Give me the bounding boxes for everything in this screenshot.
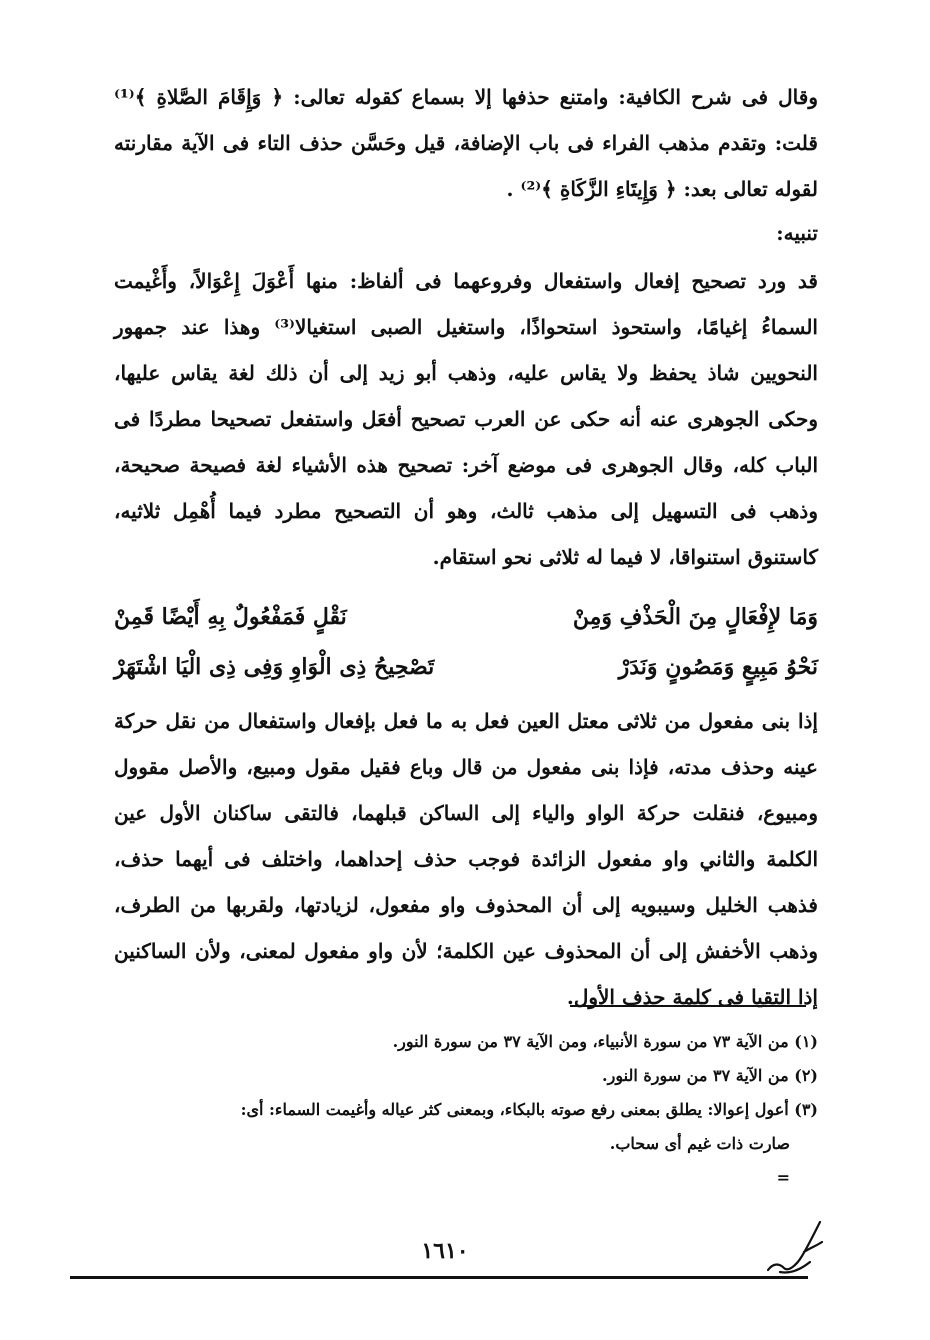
section-heading-tanbih: تنبيه: xyxy=(776,221,818,245)
footnote-2: (٢) من الآية ٣٧ من سورة النور. xyxy=(602,1066,818,1085)
verse-line-1-second-hemistich: نَقْلٍ فَمَفْعُولٌ بِهِ أَيْضًا قَمِنْ xyxy=(114,604,347,630)
footnote-3-continuation: صارت ذات غيم أى سحاب. xyxy=(609,1134,790,1153)
verse-line-2 xyxy=(114,642,818,692)
footnote-3: (٣) أعول إعوالا: يطلق بمعنى رفع صوته بالبكاء، وبمعنى كثر عياله وأغيمت السماء: أى: xyxy=(240,1100,818,1119)
paragraph-kafiya: وقال فى شرح الكافية: وامتنع حذفها إلا بسماع كقوله تعالى: ﴿ وَإِقَامَ الصَّلاةِ ﴾⁽¹⁾ قلت: وتقدم مذهب الفراء فى باب الإضافة، قيل وحَسَّن حذف التاء فى الآية مقارنته لقوله تعالى بعد: ﴿ وَإِيتَاءِ الزَّكَاةِ ﴾⁽²⁾ . xyxy=(114,85,818,201)
footnote-continuation-mark: = xyxy=(776,1168,790,1187)
signature-scribble xyxy=(760,1212,830,1282)
footnotes xyxy=(114,1025,818,1195)
paragraph-tanbih: قد ورد تصحيح إفعال واستفعال وفروعهما فى ألفاظ: منها أَعْوَلَ إِعْوَالاً، وأَغْيمت السماءُ إغيامًا، واستحوذ استحواذًا، واستغيل الصبى استغيالا⁽³⁾ وهذا عند جمهور النحويين شاذ يحفظ ولا يقاس عليه، وذهب أبو زيد إلى أن ذلك لغة يقاس عليها، وحكى الجوهرى عنه أنه حكى عن العرب تصحيح أفعَل واستفعل تصحيحا مطردًا فى الباب كله، وقال الجوهرى فى موضع آخر: تصحيح هذه الأشياء لغة فصيحة صحيحة، وذهب فى التسهيل إلى مذهب ثالث، وهو أن التصحيح مطرد فيما أُهْمِل ثلاثيه، كاستنوق استنواقا، لا فيما له ثلاثى نحو استقام. xyxy=(114,269,818,569)
footnote-separator xyxy=(570,1005,806,1007)
verse-line-2-first-hemistich: نَحْوُ مَبِيعٍ وَمَصُونٍ وَنَدَرْ xyxy=(618,654,818,680)
verse-line-1 xyxy=(114,592,818,642)
footnote-1: (١) من الآية ٧٣ من سورة الأنبياء، ومن الآية ٣٧ من سورة النور. xyxy=(392,1032,818,1051)
paragraph-commentary: إذا بنى مفعول من ثلاثى معتل العين فعل به ما فعل بإفعال واستفعال من نقل حركة عينه وحذف مدته، فإذا بنى مفعول من قال وباع فقيل مقول ومبيع، والأصل مقوول ومبيوع، فنقلت حركة الواو والياء إلى الساكن قبلهما، فالتقى ساكنان الأول عين الكلمة والثاني واو مفعول الزائدة فوجب حذف إحداهما، واختلف فى أيهما حذف، فذهب الخليل وسيبويه إلى أن المحذوف واو مفعول، لزيادتها، ولقربها من الطرف، وذهب الأخفش إلى أن المحذوف عين الكلمة؛ لأن واو مفعول لمعنى، ولأن الساكنين إذا التقيا فى كلمة حذف الأول. xyxy=(114,709,818,1009)
page-number: ١٦١٠ xyxy=(421,1238,469,1264)
page-bottom-rule xyxy=(70,1276,808,1279)
verse-line-2-second-hemistich: تَصْحِيحُ ذِى الْوَاوِ وَفِى ذِى الْيَا اشْتَهَرْ xyxy=(114,654,435,680)
verse-line-1-first-hemistich: وَمَا لإِفْعَالٍ مِنَ الْحَذْفِ وَمِنْ xyxy=(572,604,818,630)
